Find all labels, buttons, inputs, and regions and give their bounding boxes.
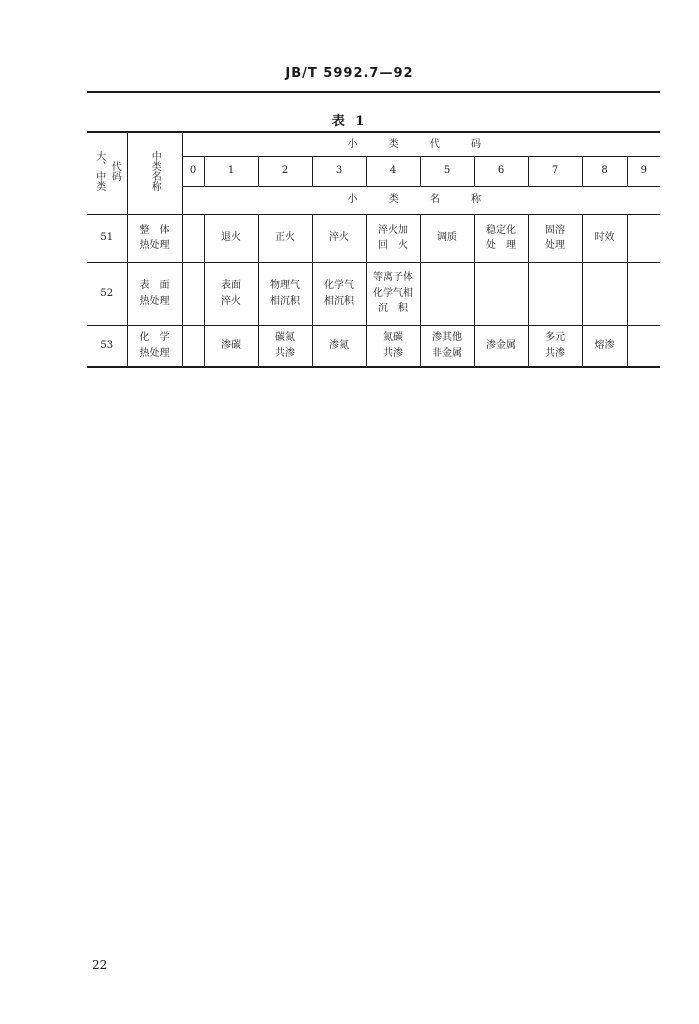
sub-code-cell-8: 8 — [582, 156, 627, 186]
table-caption: 表 1 — [331, 114, 368, 129]
row-cell-9 — [627, 325, 660, 367]
row-cell-2: 正火 — [258, 214, 312, 262]
row-name-cell: 表 面 热处理 — [127, 262, 182, 325]
row-code-cell: 52 — [87, 262, 127, 325]
row-code-cell: 53 — [87, 325, 127, 367]
row-cell-1: 渗碳 — [204, 325, 258, 367]
row-cell-0 — [182, 325, 204, 367]
sub-code-cell-0: 0 — [182, 156, 204, 186]
row-cell-1: 表面 淬火 — [204, 262, 258, 325]
row-cell-8: 熔渗 — [582, 325, 627, 367]
sub-code-cell-4: 4 — [366, 156, 420, 186]
row-cell-5: 调质 — [420, 214, 474, 262]
row-cell-4: 等离子体 化学气相 沉 积 — [366, 262, 420, 325]
row-cell-3: 淬火 — [312, 214, 366, 262]
row-cell-7: 固溶 处理 — [528, 214, 582, 262]
header-big-mid-label: 大、中类 — [93, 150, 105, 191]
row-name-cell: 整 体 热处理 — [127, 214, 182, 262]
row-cell-0 — [182, 262, 204, 325]
document-header-title: JB/T 5992.7—92 — [285, 66, 414, 81]
sub-code-label-cell: 小 类 代 码 — [182, 132, 660, 156]
sub-code-cell-2: 2 — [258, 156, 312, 186]
row-cell-4: 淬火加 回 火 — [366, 214, 420, 262]
row-cell-8 — [582, 262, 627, 325]
sub-code-cell-6: 6 — [474, 156, 528, 186]
row-cell-6: 渗金属 — [474, 325, 528, 367]
table-row — [87, 214, 660, 262]
page-number: 22 — [92, 958, 108, 972]
row-cell-7 — [528, 262, 582, 325]
sub-code-cell-5: 5 — [420, 156, 474, 186]
row-cell-5 — [420, 262, 474, 325]
row-cell-6: 稳定化 处 理 — [474, 214, 528, 262]
header-mid-name-label: 中类名称 — [149, 150, 161, 191]
table-row — [87, 325, 660, 367]
header-code-label: 代码 — [109, 160, 121, 181]
sub-code-cell-3: 3 — [312, 156, 366, 186]
header-row-1 — [87, 132, 660, 156]
classification-table-wrap — [87, 131, 660, 368]
header-rule — [87, 91, 660, 93]
header-big-mid-inner — [91, 147, 122, 201]
row-cell-5: 渗其他 非金属 — [420, 325, 474, 367]
row-cell-3: 渗氮 — [312, 325, 366, 367]
row-code-cell: 51 — [87, 214, 127, 262]
row-name-cell: 化 学 热处理 — [127, 325, 182, 367]
sub-code-cell-9: 9 — [627, 156, 660, 186]
row-cell-8: 时效 — [582, 214, 627, 262]
header-code-text — [107, 147, 123, 201]
header-big-mid-text — [91, 147, 107, 201]
row-cell-9 — [627, 214, 660, 262]
header-big-mid-cell — [87, 132, 127, 214]
row-cell-7: 多元 共渗 — [528, 325, 582, 367]
row-cell-2: 碳氮 共渗 — [258, 325, 312, 367]
row-cell-6 — [474, 262, 528, 325]
row-cell-0 — [182, 214, 204, 262]
row-cell-3: 化学气 相沉积 — [312, 262, 366, 325]
classification-table — [87, 131, 660, 368]
row-cell-1: 退火 — [204, 214, 258, 262]
table-row — [87, 262, 660, 325]
sub-name-label-cell: 小 类 名 称 — [182, 186, 660, 214]
sub-code-cell-7: 7 — [528, 156, 582, 186]
row-cell-2: 物理气 相沉积 — [258, 262, 312, 325]
sub-code-cell-1: 1 — [204, 156, 258, 186]
row-cell-4: 氮碳 共渗 — [366, 325, 420, 367]
header-mid-name-cell — [127, 132, 182, 214]
row-cell-9 — [627, 262, 660, 325]
